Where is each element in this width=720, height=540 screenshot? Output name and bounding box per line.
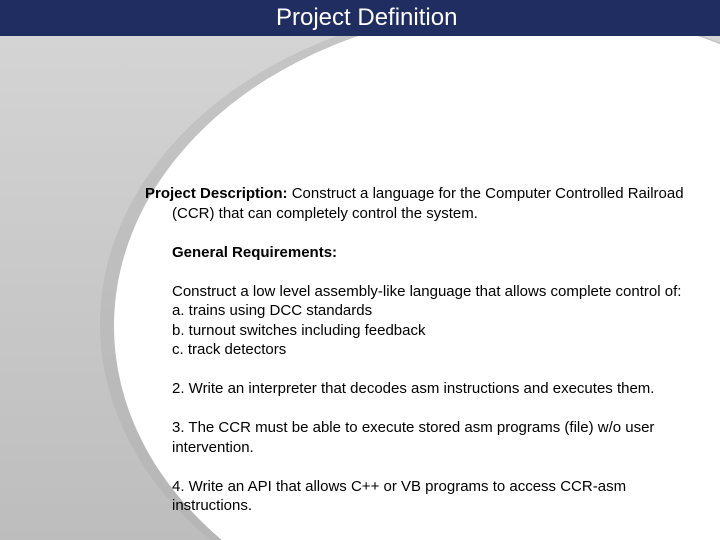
requirement-2: 2. Write an interpreter that decodes asm instructions and executes them. bbox=[172, 380, 655, 397]
requirement-1-intro: Construct a low level assembly-like language that allows complete control of: bbox=[172, 282, 682, 300]
slide-content bbox=[145, 184, 705, 516]
project-description bbox=[145, 184, 705, 223]
requirement-3: 3. The CCR must be able to execute stored asm programs (file) w/o user intervention. bbox=[172, 419, 655, 456]
requirement-1-item: b. turnout switches including feedback bbox=[172, 321, 426, 339]
general-requirements-heading: General Requirements: bbox=[172, 243, 338, 261]
description-label: Project Description: bbox=[145, 185, 288, 202]
description-text: Construct a language for the Computer Controlled Railroad (CCR) that can completely control the system. bbox=[172, 185, 684, 222]
requirement-1-item: a. trains using DCC standards bbox=[172, 302, 373, 319]
page-title: Project Definition bbox=[276, 4, 458, 31]
requirement-1-item: c. track detectors bbox=[172, 341, 287, 358]
title-bar bbox=[0, 0, 720, 36]
requirement-4: 4. Write an API that allows C++ or VB programs to access CCR-asm instructions. bbox=[172, 477, 627, 514]
